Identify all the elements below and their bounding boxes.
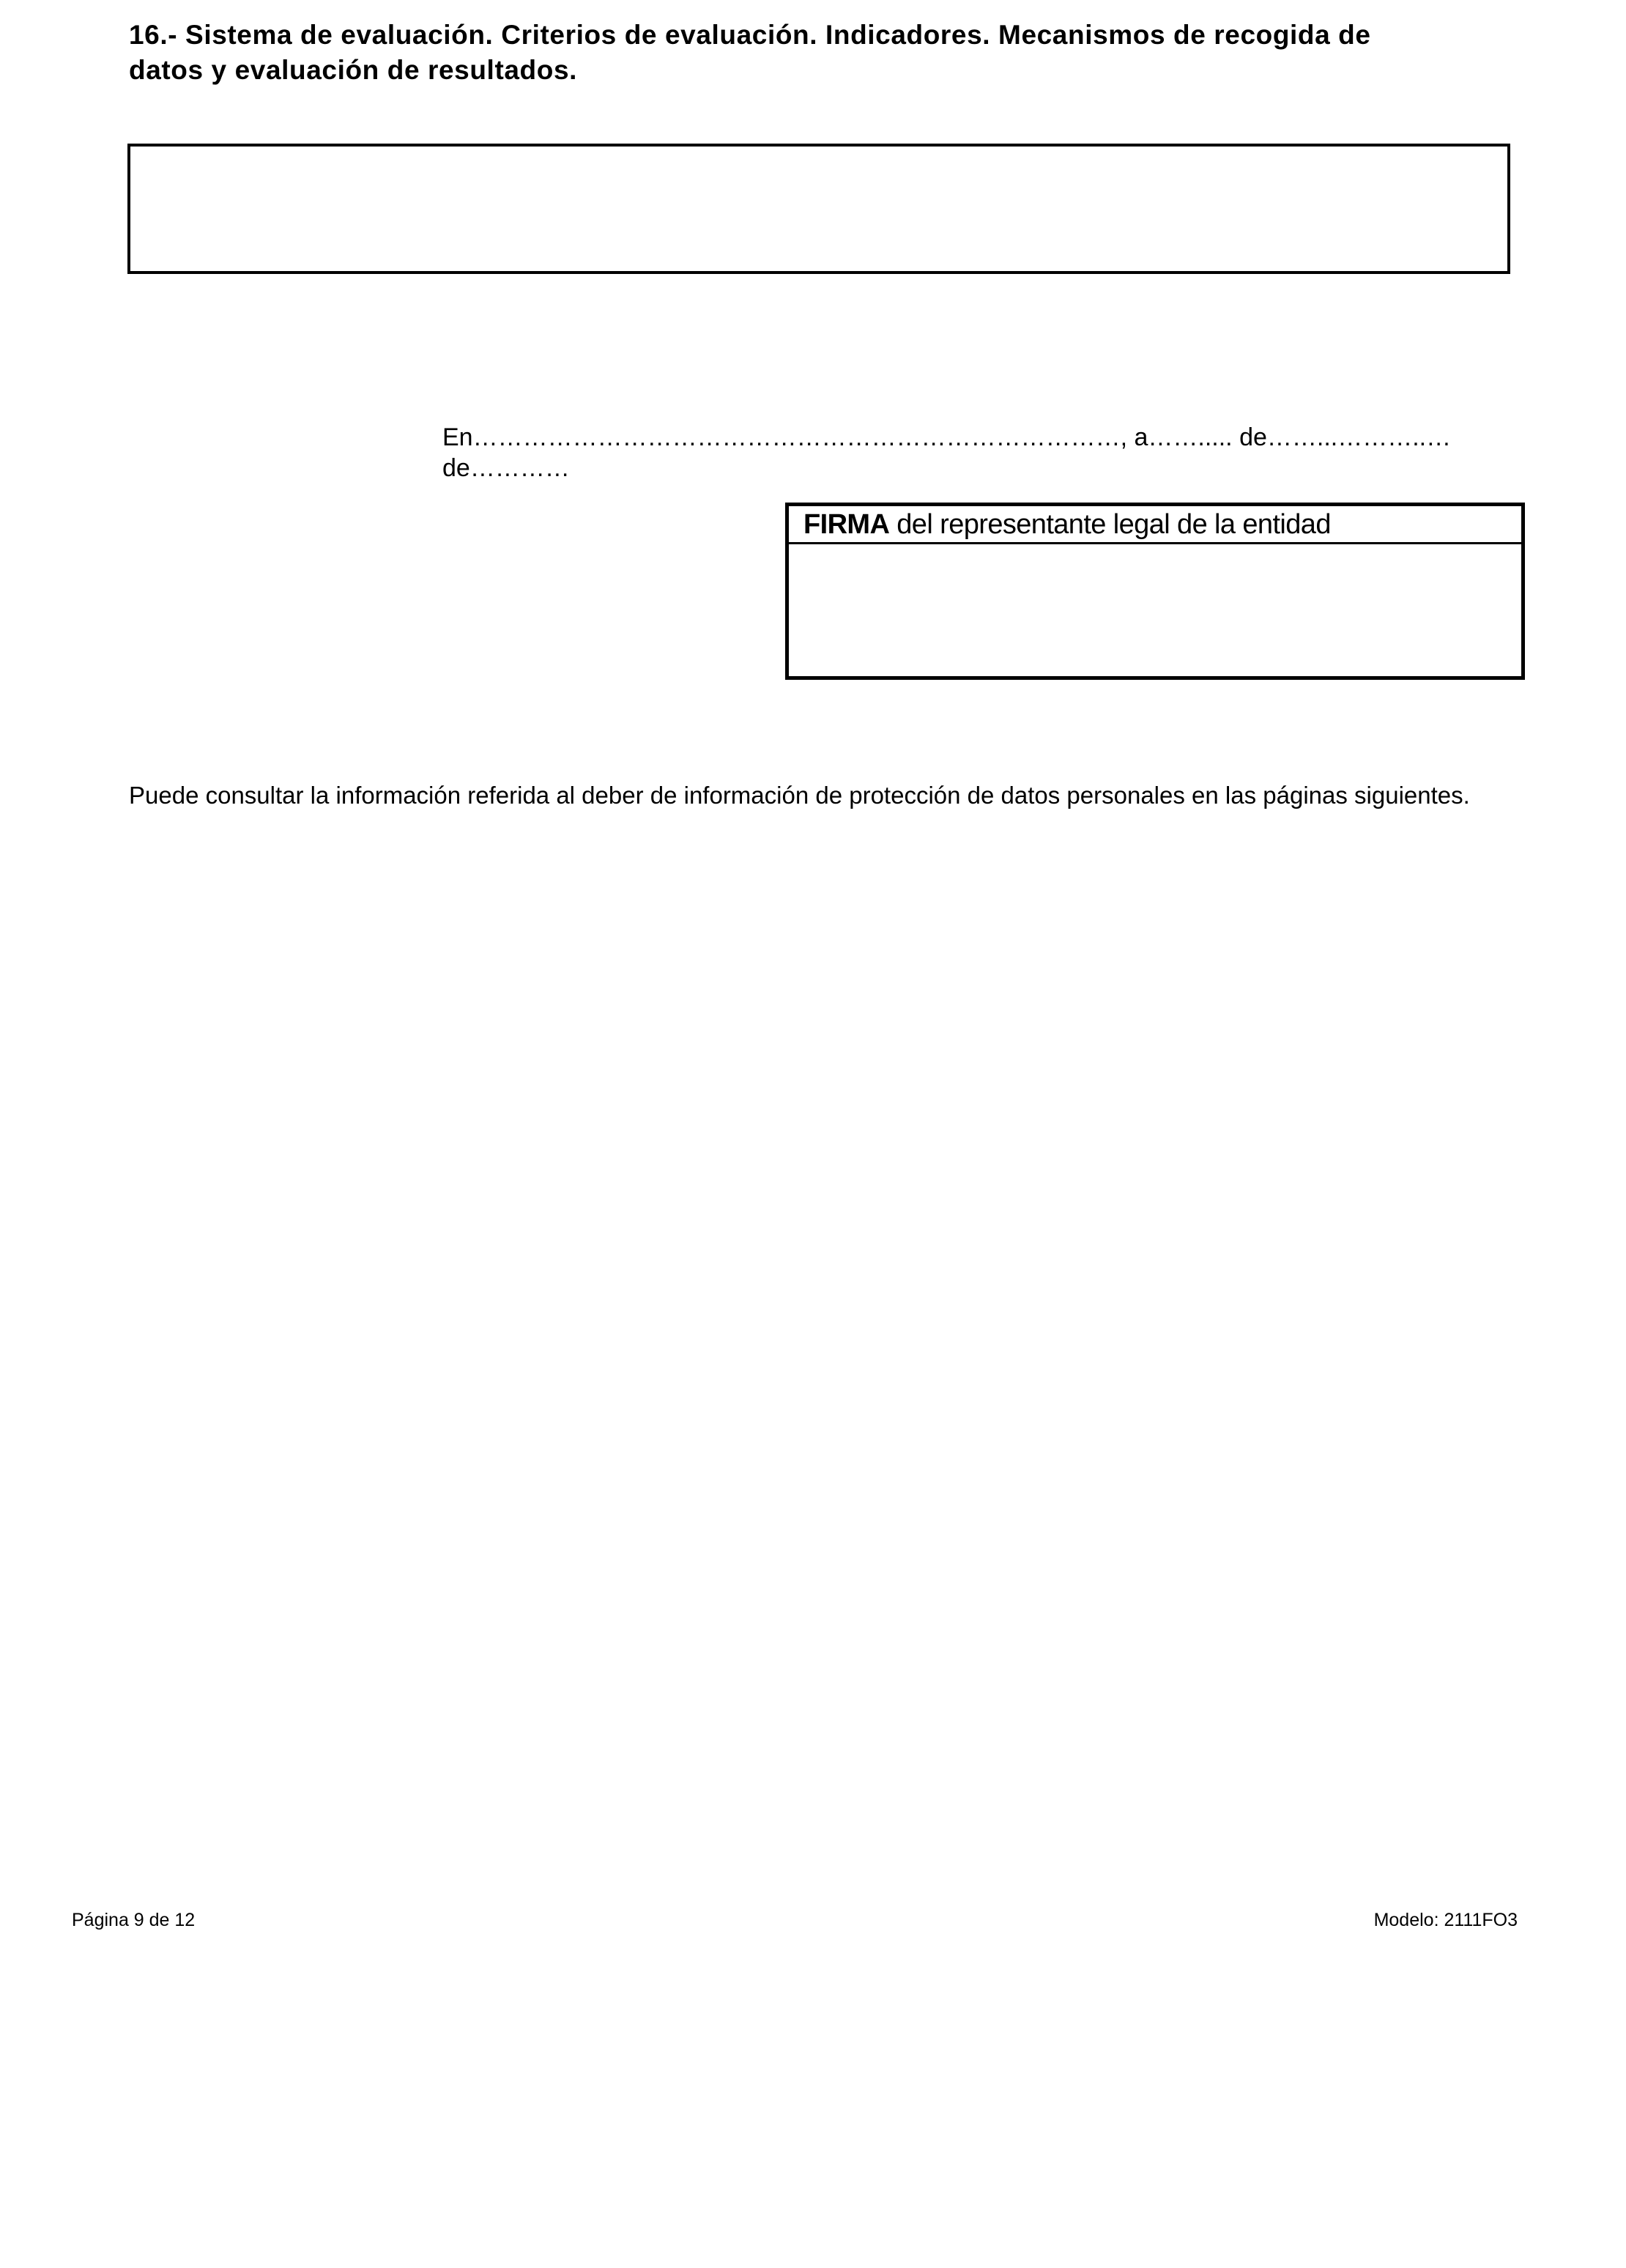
signature-area[interactable] xyxy=(789,544,1521,676)
signature-label-text: del representante legal de la entidad xyxy=(889,509,1331,540)
signature-header xyxy=(789,506,1521,544)
signature-label-bold: FIRMA xyxy=(803,509,890,540)
section-heading: 16.- Sistema de evaluación. Criterios de evaluación. Indicadores. Mecanismos de recogida de datos y evaluación de resultados. xyxy=(129,20,1371,85)
privacy-note: Puede consultar la información referida al deber de información de protección de datos personales en las páginas siguientes. xyxy=(129,782,1470,809)
signature-box xyxy=(785,503,1525,680)
place-date-line-2: de………… xyxy=(442,454,570,482)
place-date-line-1: En……………………………………………………………………, a……..... de……...………..… xyxy=(442,423,1452,451)
footer-page-number: Página 9 de 12 xyxy=(72,1910,196,1930)
evaluation-system-text-box[interactable] xyxy=(127,144,1510,274)
place-date-line xyxy=(442,422,1468,483)
footer-model-code: Modelo: 2111FO3 xyxy=(1373,1910,1518,1930)
